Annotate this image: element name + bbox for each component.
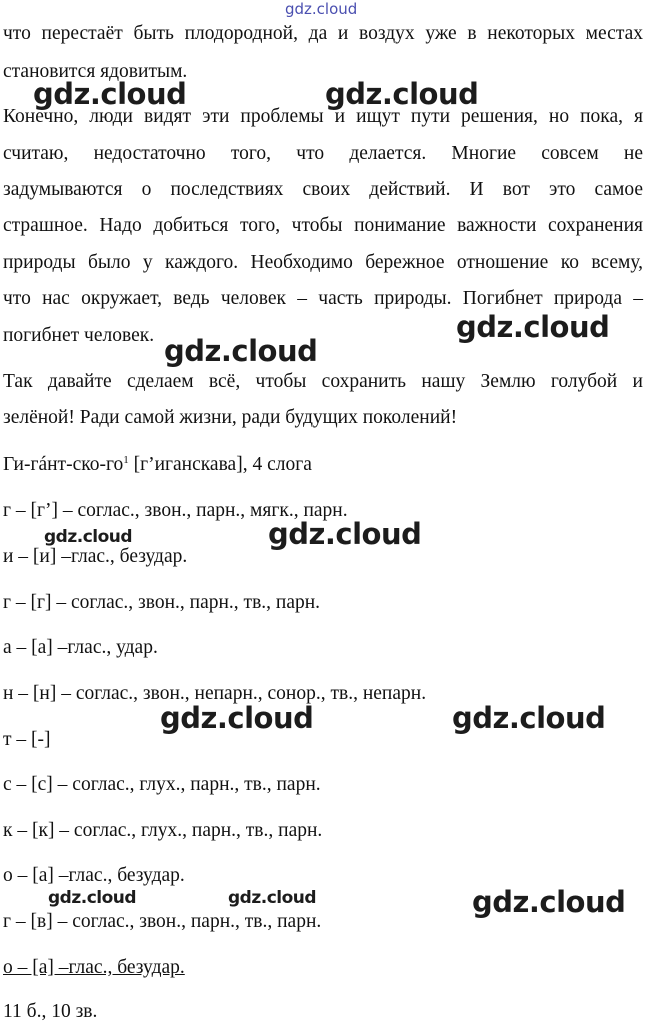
letter-row-5: н – [н] – соглас., звон., непарн., сонор., тв., непарн. xyxy=(3,683,427,704)
sound-letter-summary: 11 б., 10 зв. xyxy=(3,1001,98,1022)
letter-row-1: г – [г’] – соглас., звон., парн., мягк., парн. xyxy=(3,500,348,521)
letter-row-10: г – [в] – соглас., звон., парн., тв., парн. xyxy=(3,911,322,932)
paragraph-2-line-1: Конечно, люди видят эти проблемы и ищут пути решения, но пока, я xyxy=(3,106,643,127)
letter-row-6: т – [-] xyxy=(3,729,51,750)
letter-row-7: с – [с] – соглас., глух., парн., тв., парн. xyxy=(3,774,321,795)
letter-row-4: а – [а] –глас., удар. xyxy=(3,637,158,658)
paragraph-1-line-2: становится ядовитым. xyxy=(3,61,188,82)
paragraph-2-line-6: что нас окружает, ведь человек – часть природы. Погибнет природа – xyxy=(3,288,643,309)
paragraph-1-line-1: что перестаёт быть плодородной, да и воздух уже в некоторых местах xyxy=(3,23,643,44)
letter-row-11 xyxy=(3,956,643,980)
word-syllables: Ги-гáнт-ско-го xyxy=(3,454,124,475)
watermark-1: gdz.cloud xyxy=(33,77,187,111)
paragraph-3-line-2: зелёной! Ради самой жизни, ради будущих поколений! xyxy=(3,407,458,428)
watermark-3: gdz.cloud xyxy=(456,310,610,344)
watermark-11: gdz.cloud xyxy=(472,885,626,919)
watermark-7: gdz.cloud xyxy=(160,701,314,735)
stress-footnote-mark: 1 xyxy=(123,454,129,466)
transcription-and-syllables: [г’иганскава], 4 слога xyxy=(128,454,312,475)
underlined-row-text: о – [а] –глас., безудар. xyxy=(3,957,185,978)
letter-row-8: к – [к] – соглас., глух., парн., тв., парн. xyxy=(3,820,323,841)
watermark-2: gdz.cloud xyxy=(325,77,479,111)
watermark-8: gdz.cloud xyxy=(452,701,606,735)
word-transcription xyxy=(3,453,643,477)
watermark-5: gdz.cloud xyxy=(44,527,133,547)
paragraph-2-line-4: страшное. Надо добиться того, чтобы понимание важности сохранения xyxy=(3,215,643,236)
letter-row-2: и – [и] –глас., безудар. xyxy=(3,546,188,567)
watermark-4: gdz.cloud xyxy=(164,334,318,368)
paragraph-2-line-5: природы было у каждого. Необходимо бережное отношение ко всему, xyxy=(3,252,643,273)
letter-row-3: г – [г] – соглас., звон., парн., тв., парн. xyxy=(3,592,321,613)
watermark-10: gdz.cloud xyxy=(228,888,317,908)
paragraph-3-line-1: Так давайте сделаем всё, чтобы сохранить нашу Землю голубой и xyxy=(3,371,643,392)
paragraph-2-line-2: считаю, недостаточно того, что делается. Многие совсем не xyxy=(3,143,643,164)
watermark-6: gdz.cloud xyxy=(268,517,422,551)
watermark-9: gdz.cloud xyxy=(48,888,137,908)
paragraph-2-line-3: задумываются о последствиях своих действий. И вот это самое xyxy=(3,179,643,200)
watermark-top: gdz.cloud xyxy=(285,0,358,18)
paragraph-2-line-7: погибнет человек. xyxy=(3,325,155,346)
letter-row-9: о – [а] –глас., безудар. xyxy=(3,865,185,886)
